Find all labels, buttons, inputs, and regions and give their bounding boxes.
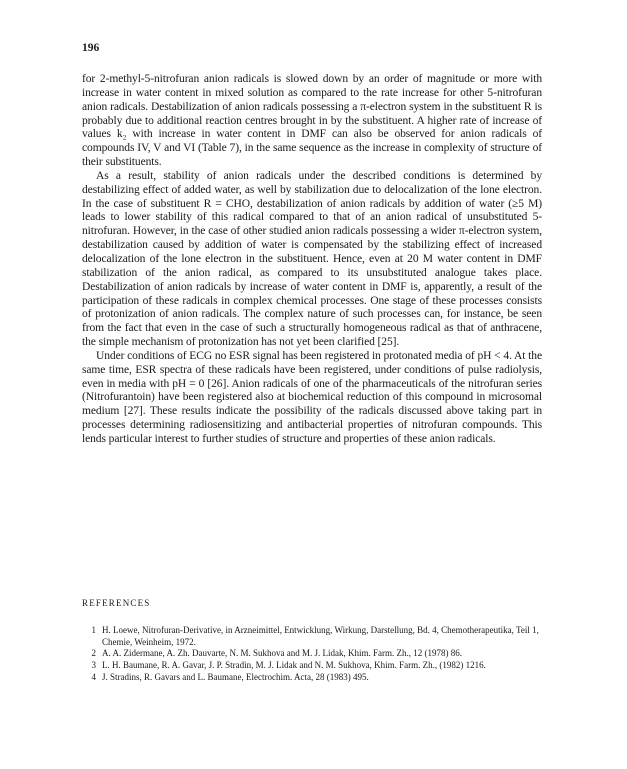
reference-number: 2 bbox=[91, 648, 96, 659]
body-text bbox=[82, 73, 542, 447]
paragraph-1: for 2-methyl-5-nitrofuran anion radicals is slowed down by an order of magnitude or more with increase in water content in mixed solution as compared to the rate increase for other 5-nitrofuran anion radicals. Destabilization of anion radicals possessing a π-electron system in the substituent R is probably due to additional reaction centres brought in by the substituent. A higher rate of increase of values k₂ with increase in water content in DMF can also be observed for anion radicals of compounds IV, V and VI (Table 7), in the same sequence as the increase in complexity of structure of their substituents. bbox=[82, 73, 542, 169]
reference-item bbox=[82, 625, 552, 648]
reference-number: 1 bbox=[91, 625, 96, 635]
reference-item bbox=[82, 672, 552, 684]
references-heading: REFERENCES bbox=[82, 598, 151, 608]
reference-text: H. Loewe, Nitrofuran-Derivative, in Arzneimittel, Entwicklung, Wirkung, Darstellung, Bd. 4, Chemotherapeutika, Teil 1, Chemie, Weinheim, 1972. bbox=[102, 625, 539, 647]
reference-item bbox=[82, 648, 552, 660]
page-number: 196 bbox=[82, 42, 100, 54]
reference-number: 3 bbox=[91, 660, 96, 671]
reference-text: L. H. Baumane, R. A. Gavar, J. P. Stradin, M. J. Lidak and N. M. Sukhova, Khim. Farm. Zh., (1982) 1216. bbox=[102, 660, 486, 671]
reference-number: 4 bbox=[91, 672, 96, 683]
reference-text: A. A. Zidermane, A. Zh. Dauvarte, N. M. Sukhova and M. J. Lidak, Khim. Farm. Zh., 12 (1978) 86. bbox=[102, 648, 462, 659]
references-list bbox=[82, 625, 552, 684]
paragraph-3: Under conditions of ECG no ESR signal has been registered in protonated media of pH < 4. At the same time, ESR spectra of these radicals have been registered, under conditions of pulse radiolysis, even in media with pH = 0 [26]. Anion radicals of one of the pharmaceuticals of the nitrofuran series (Nitrofurantoin) have been registered also at biochemical reduction of this compound in microsomal medium [27]. These results indicate the possibility of the radicals discussed above taking part in processes determining radiosensitizing and antibacterial properties of nitrofuran compounds. This lends particular interest to further studies of structure and properties of these anion radicals. bbox=[82, 349, 542, 445]
reference-item bbox=[82, 660, 552, 672]
reference-text: J. Stradins, R. Gavars and L. Baumane, Electrochim. Acta, 28 (1983) 495. bbox=[102, 672, 369, 683]
paragraph-2: As a result, stability of anion radicals under the described conditions is determined by destabilizing effect of added water, as well by stabilization due to delocalization of the lone electron. In the case of substituent R = CHO, destabilization of anion radicals by addition of water (≥5 M) leads to lower stability of this radical compared to that of an anion radical of unsubstituted 5-nitrofuran. However, in the case of other studied anion radicals possessing a wider π-electron system, destabilization caused by addition of water is compensated by the stabilizing effect of increased delocalization of the lone electron in the substituent. Hence, even at 20 M water content in DMF stabilization of the anion radical, as compared to its unsubstituted analogue takes place. Destabilization of anion radicals by increase of water content in DMF is, apparently, a result of the participation of these radicals in complex chemical processes. One stage of these processes consists of protonization of anion radicals. The complex nature of such processes can, for instance, be seen from the fact that even in the case of such a structurally homogeneous radical as that of anthracene, the simple mechanism of protonization has not yet been clarified [25]. bbox=[82, 169, 542, 349]
